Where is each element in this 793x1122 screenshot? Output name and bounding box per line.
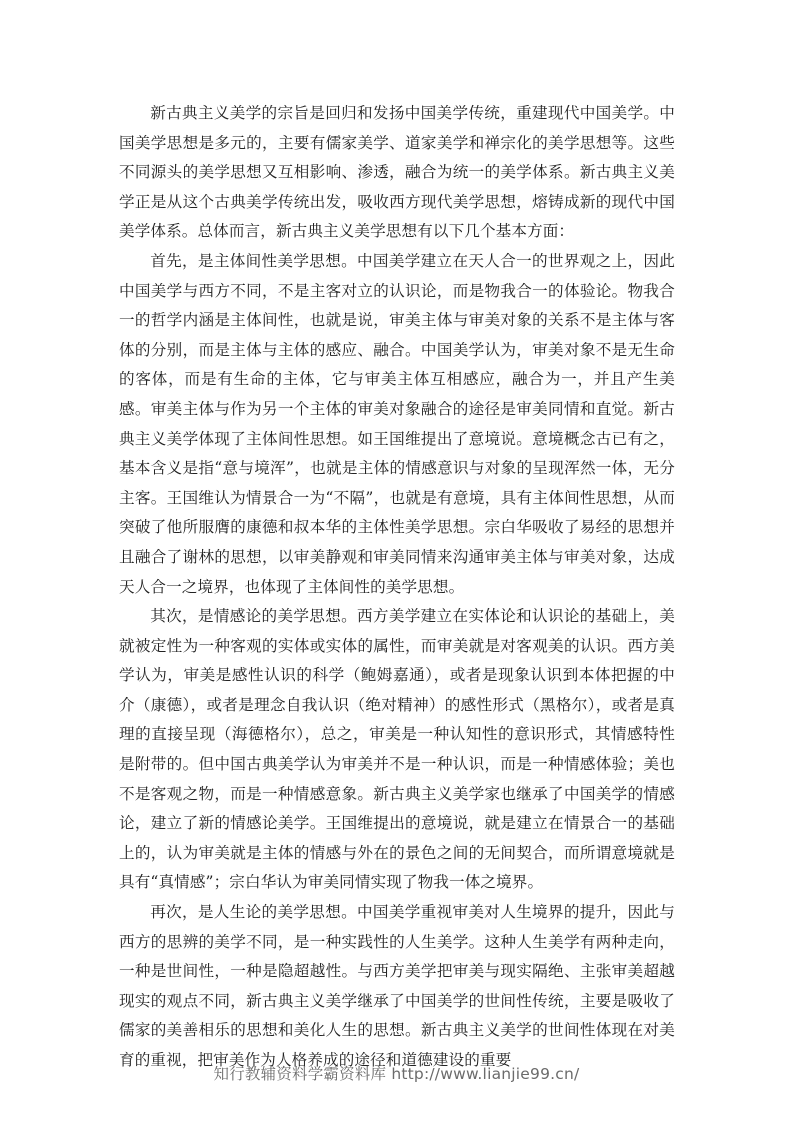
footer-watermark: 知行教辅资料学霸资料库 http://www.lianjie99.cn/ — [213, 1065, 580, 1083]
document-body — [119, 99, 675, 1076]
paragraph-emotion-theory: 其次，是情感论的美学思想。西方美学建立在实体论和认识论的基础上，美就被定性为一种客观的实体或实体的属性，而审美就是对客观美的认识。西方美学认为，审美是感性认识的科学（鲍姆嘉通），或者是现象认识到本体把握的中介（康德），或者是理念自我认识（绝对精神）的感性形式（黑格尔），或者是真理的直接呈现（海德格尔），总之，审美是一种认知性的意识形式，其情感特性是附带的。但中国古典美学认为审美并不是一种认识，而是一种情感体验；美也不是客观之物，而是一种情感意象。新古典主义美学家也继承了中国美学的情感论，建立了新的情感论美学。王国维提出的意境说，就是建立在情景合一的基础上的，认为审美就是主体的情感与外在的景色之间的无间契合，而所谓意境就是具有“真情感”；宗白华认为审美同情实现了物我一体之境界。 — [119, 607, 675, 892]
paragraph-intersubjectivity: 首先，是主体间性美学思想。中国美学建立在天人合一的世界观之上，因此中国美学与西方不同，不是主客对立的认识论，而是物我合一的体验论。物我合一的哲学内涵是主体间性，也就是说，审美主体与审美对象的关系不是主体与客体的分别，而是主体与主体的感应、融合。中国美学认为，审美对象不是无生命的客体，而是有生命的主体，它与审美主体互相感应，融合为一，并且产生美感。审美主体与作为另一个主体的审美对象融合的途径是审美同情和直觉。新古典主义美学体现了主体间性思想。如王国维提出了意境说。意境概念古已有之，基本含义是指“意与境浑”，也就是主体的情感意识与对象的呈现浑然一体，无分主客。王国维认为情景合一为“不隔”，也就是有意境，具有主体间性思想，从而突破了他所服膺的康德和叔本华的主体性美学思想。宗白华吸收了易经的思想并且融合了谢林的思想，以审美静观和审美同情来沟通审美主体与审美对象，达成天人合一之境界，也体现了主体间性的美学思想。 — [119, 251, 675, 596]
paragraph-life-theory: 再次，是人生论的美学思想。中国美学重视审美对人生境界的提升，因此与西方的思辨的美学不同，是一种实践性的人生美学。这种人生美学有两种走向，一种是世间性，一种是隐超越性。与西方美学把审美与现实隔绝、主张审美超越现实的观点不同，新古典主义美学继承了中国美学的世间性传统，主要是吸收了儒家的美善相乐的思想和美化人生的思想。新古典主义美学的世间性体现在对美育的重视，把审美作为人格养成的途径和道德建设的重要 — [119, 903, 675, 1069]
paragraph-intro: 新古典主义美学的宗旨是回归和发扬中国美学传统，重建现代中国美学。中国美学思想是多元的，主要有儒家美学、道家美学和禅宗化的美学思想等。这些不同源头的美学思想又互相影响、渗透，融合为统一的美学体系。新古典主义美学正是从这个古典美学传统出发，吸收西方现代美学思想，熔铸成新的现代中国美学体系。总体而言，新古典主义美学思想有以下几个基本方面： — [119, 104, 675, 241]
